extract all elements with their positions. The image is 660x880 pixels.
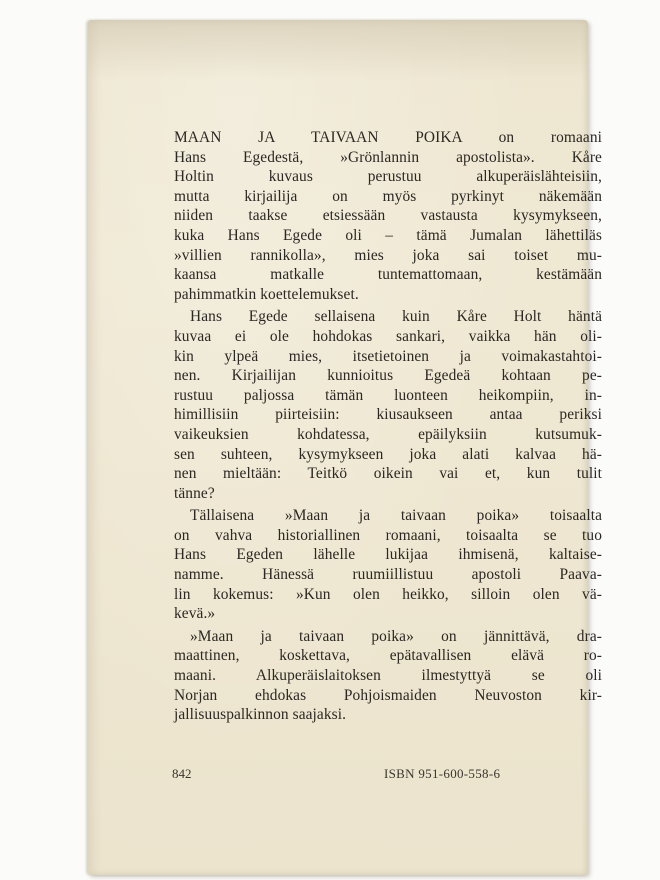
- catalog-number: 842: [172, 766, 192, 781]
- blurb-line: maattinen, koskettava, epätavallisen elävä ro-: [174, 647, 602, 665]
- blurb-line: kuvaa ei ole hohdokas sankari, vaikka hän oli-: [174, 327, 602, 345]
- blurb-line: lin kokemus: »Kun olen heikko, silloin olen vä-: [174, 585, 602, 603]
- blurb-line: kevä.»: [174, 605, 216, 623]
- blurb-line: »Maan ja taivaan poika» on jännittävä, dra-: [190, 627, 602, 645]
- blurb-line: pahimmatkin koettelemukset.: [174, 285, 359, 303]
- blurb-line: Norjan ehdokas Pohjoismaiden Neuvoston kir-: [174, 686, 602, 704]
- blurb-line: namme. Hänessä ruumiillistuu apostoli Paava-: [174, 566, 602, 584]
- blurb-paragraph-1: [174, 128, 602, 304]
- blurb-paragraph-2: [174, 307, 602, 503]
- blurb-line: »villien rannikolla», mies joka sai toiset mu-: [174, 246, 602, 264]
- blurb-line: himillisiin piirteisiin: kiusaukseen antaa periksi: [174, 406, 602, 424]
- blurb-line: Hans Egeden lähelle lukijaa ihmisenä, kaltaise-: [174, 546, 602, 564]
- blurb-line: on vahva historiallinen romaani, toisaalta se tuo: [174, 526, 602, 544]
- blurb-line: Hans Egede sellaisena kuin Kåre Holt häntä: [190, 308, 602, 326]
- blurb-line: nen. Kirjailijan kunnioitus Egedeä kohtaan pe-: [174, 367, 602, 385]
- blurb-text: [174, 128, 602, 728]
- blurb-paragraph-4: [174, 627, 602, 725]
- blurb-line: Hans Egedestä, »Grönlannin apostolista». Kåre: [174, 148, 602, 166]
- blurb-line: jallisuuspalkinnon saajaksi.: [174, 706, 347, 724]
- isbn-number: ISBN 951-600-558-6: [384, 766, 501, 781]
- blurb-line: maani. Alkuperäislaitoksen ilmestyttyä se oli: [174, 667, 602, 685]
- blurb-line: niiden taakse etsiessään vastausta kysymykseen,: [174, 207, 602, 225]
- blurb-paragraph-3: [174, 506, 602, 624]
- blurb-line: tänne?: [174, 484, 215, 502]
- blurb-line: Tällaisena »Maan ja taivaan poika» toisaalta: [190, 507, 602, 525]
- blurb-line: vaikeuksien kohdatessa, epäilyksiin kutsumuk-: [174, 425, 602, 443]
- blurb-line: rustuu paljossa tämän luonteen heikompiin, in-: [174, 386, 602, 404]
- blurb-line: kaansa matkalle tuntemattomaan, kestämään: [174, 266, 602, 284]
- book-back-cover: [88, 20, 602, 875]
- blurb-line: sen suhteen, kysymykseen joka alati kalvaa hä-: [174, 445, 602, 463]
- blurb-line: mutta kirjailija on myös pyrkinyt näkemään: [174, 187, 602, 205]
- blurb-line: kuka Hans Egede oli – tämä Jumalan lähettiläs: [174, 226, 602, 244]
- blurb-line: nen mieltään: Teitkö oikein vai et, kun tulit: [174, 465, 602, 483]
- blurb-line: Holtin kuvaus perustuu alkuperäislähteisiin,: [174, 168, 602, 186]
- blurb-line: MAAN JA TAIVAAN POIKA on romaani: [174, 129, 602, 146]
- blurb-line: kin ylpeä mies, itsetietoinen ja voimakastahtoi-: [174, 347, 602, 365]
